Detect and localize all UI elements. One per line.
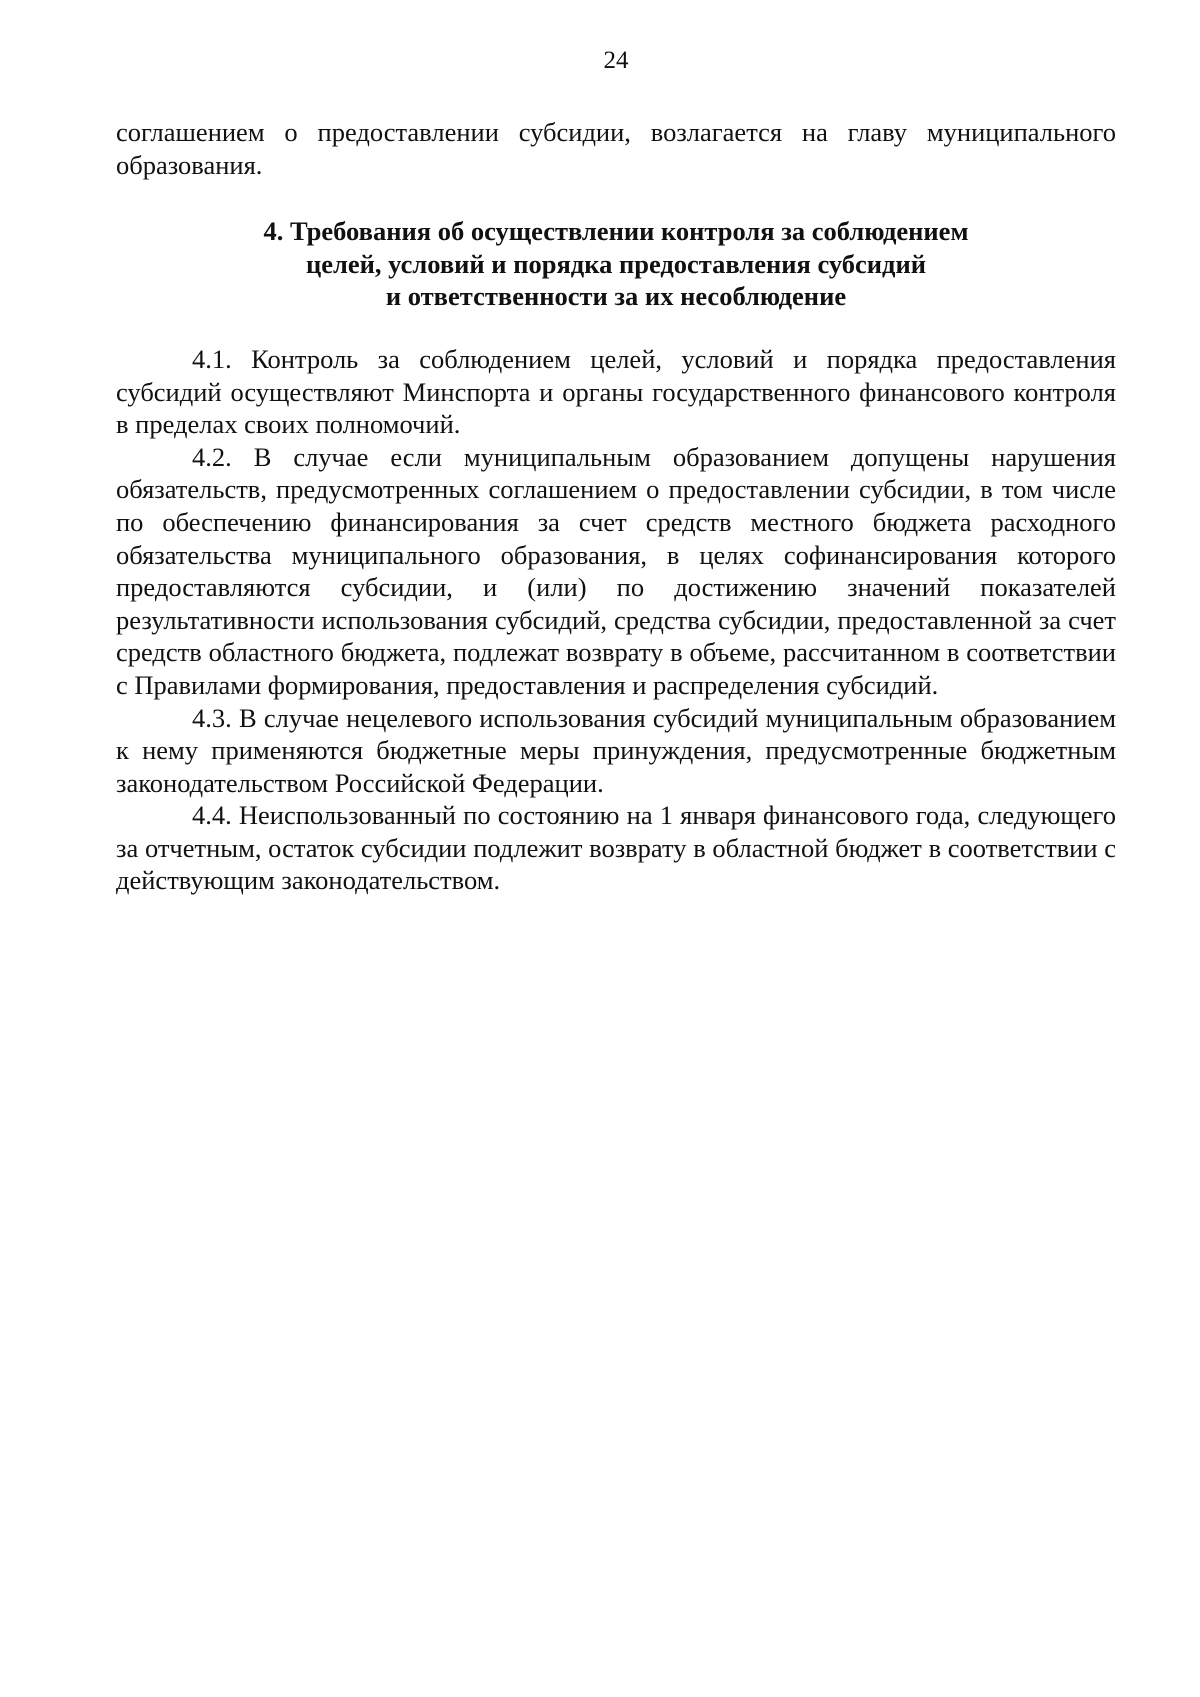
clause-4-4: 4.4. Неиспользованный по состоянию на 1 января финансового года, следующего за отчетным, остаток субсидии подлежит возврату в областной бюджет в соответствии с действующим законодательством. bbox=[116, 800, 1116, 896]
page-number: 24 bbox=[603, 47, 629, 74]
clause-4-3: 4.3. В случае нецелевого использования субсидий муниципальным образованием к нему применяются бюджетные меры принуждения, предусмотренные бюджетным законодательством Российской Федерации. bbox=[116, 702, 1116, 798]
clause-4-2: 4.2. В случае если муниципальным образованием допущены нарушения обязательств, предусмотренных соглашением о предоставлении субсидии, в том числе по обеспечению финансирования за счет средств местного бюджета расходного обязательства муниципального образования, в целях софинансирования которого предоставляются субсидии, и (или) по достижению значений показателей результативности использования субсидий, средства субсидии, предоставленной за счет средств областного бюджета, подлежат возврату в объеме, рассчитанном в соответствии с Правилами формирования, предоставления и распределения субсидий. bbox=[116, 441, 1116, 700]
section-heading-line: и ответственности за их несоблюдение bbox=[385, 281, 847, 312]
continuation-paragraph: соглашением о предоставлении субсидии, возлагается на главу муниципального образования. bbox=[116, 117, 1116, 180]
section-heading bbox=[116, 215, 1116, 313]
section-heading-line: 4. Требования об осуществлении контроля за соблюдением bbox=[263, 216, 969, 247]
document-body bbox=[116, 116, 1116, 897]
clause-4-1: 4.1. Контроль за соблюдением целей, условий и порядка предоставления субсидий осуществляют Минспорта и органы государственного финансового контроля в пределах своих полномочий. bbox=[116, 343, 1116, 440]
section-heading-line: целей, условий и порядка предоставления субсидий bbox=[306, 248, 926, 279]
